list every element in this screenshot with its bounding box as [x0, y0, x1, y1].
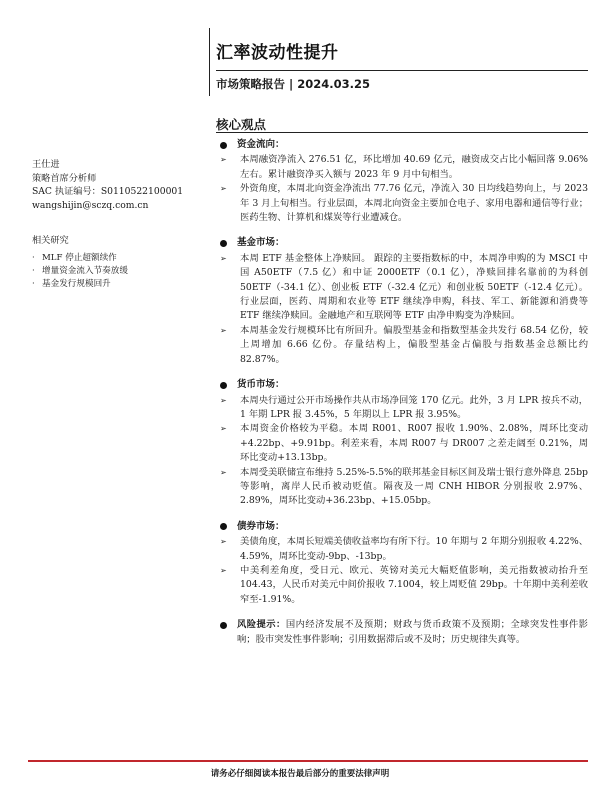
header-divider	[209, 28, 210, 96]
title-rule	[216, 70, 588, 71]
section-risk	[216, 618, 588, 647]
arrow-bullet-icon: ➢	[220, 155, 227, 165]
list-item-text: 本周资金价格较为平稳。本周 R001、R007 报收 1.90%、2.08%，周环比变动+4.22bp、+9.91bp。利差来看，本周 R007 与 DR007 之差走阔至 0.21%，周环比变动+13.13bp。	[240, 423, 588, 464]
report-subtitle: 市场策略报告 | 2024.03.25	[216, 77, 370, 91]
list-item	[216, 324, 588, 367]
risk-warning-text	[237, 618, 588, 647]
list-item	[216, 422, 588, 465]
list-item-text: 外资角度，本周北向资金净流出 77.76 亿元，净流入 30 日均线趋势向上，与 2023 年 3 月上旬相当。行业层面，本周北向资金主要加仓电子、家用电器和通信等行业；医药生物、计算机和煤炭等行业遭减仓。	[240, 183, 588, 224]
report-title: 汇率波动性提升	[216, 43, 339, 63]
section-heading-label: 资金流向：	[237, 139, 285, 150]
list-item	[216, 535, 588, 564]
list-item-text: 本周 ETF 基金整体上净赎回。 跟踪的主要指数标的中，本周净申购的为 MSCI 中国 A50ETF（7.5 亿）和中证 2000ETF（0.1 亿），净赎回排名靠前的为科创 50ETF（-34.1 亿）、创业板 ETF（-32.4 亿元）和创业板 50ETF（-12.4 亿元）。 行业层面，医药、周期和农业等 ETF 继续净申购，科技、军工、新能源和消费等 ETF 继续净赎回。金融地产和互联网等 ETF 由净申购变为净赎回。	[240, 252, 588, 322]
section-heading-label: 债券市场：	[237, 520, 285, 532]
section-money-market	[216, 378, 588, 509]
analyst-email[interactable]: wangshijin@sczq.com.cn	[32, 199, 149, 211]
section-heading	[216, 520, 588, 534]
section-heading	[216, 378, 588, 392]
section-heading-label: 货币市场：	[237, 379, 285, 391]
list-item	[216, 182, 588, 225]
section-heading	[216, 138, 588, 152]
arrow-bullet-icon: ➢	[220, 424, 227, 434]
section-fund-flow	[216, 138, 588, 225]
arrow-bullet-icon: ➢	[220, 537, 227, 547]
risk-body: 国内经济发展不及预期；财政与货币政策不及预期；全球突发性事件影响；股市突发性事件影响；引用数据滞后或不及时；历史规律失真等。	[237, 619, 588, 645]
arrow-bullet-icon: ➢	[220, 467, 227, 477]
arrow-bullet-icon: ➢	[220, 325, 227, 335]
section-bond-market	[216, 520, 588, 607]
bullet-dot-icon	[220, 240, 227, 247]
list-item-text: 本周融资净流入 276.51 亿，环比增加 40.69 亿元，融资成交占比小幅回落 9.06%左右。累计融资净买入额与 2023 年 9 月中旬相当。	[240, 154, 588, 180]
section-heading	[216, 236, 588, 250]
list-item	[216, 564, 588, 607]
arrow-bullet-icon: ➢	[220, 395, 227, 405]
analyst-name: 王仕进	[32, 159, 60, 170]
list-item-text: 中美利差角度，受日元、欧元、英镑对美元大幅贬值影响，美元指数被动抬升至 104.43，人民币对美元中间价报收 7.1004，较上周贬值 29bp。十年期中美利差收窄至-1.91%。	[240, 564, 588, 605]
list-item	[216, 252, 588, 324]
list-item	[216, 394, 588, 423]
analyst-sac: SAC 执证编号：S0110522100001	[32, 186, 184, 197]
list-item-text: 美债角度，本周长短端美债收益率均有所下行。10 年期与 2 年期分别报收 4.22%、4.59%，周环比变动-9bp、-13bp。	[240, 536, 588, 562]
related-research-list	[32, 252, 202, 291]
list-item	[216, 466, 588, 509]
related-research-item[interactable]: · 基金发行规模回升	[32, 278, 202, 291]
bullet-dot-icon	[220, 523, 227, 530]
list-item-text: 本周基金发行规模环比有所回升。偏股型基金和指数型基金共发行 68.54 亿份，较上周增加 6.66 亿份。存量结构上，偏股型基金占偏股与指数基金总额比约 82.87%。	[240, 324, 588, 365]
related-research-item[interactable]: · 增量资金流入节奏放缓	[32, 265, 202, 278]
related-research-title: 相关研究	[32, 235, 69, 246]
related-research-item[interactable]: · MLF 停止超额续作	[32, 252, 202, 265]
footer-disclaimer[interactable]: 请务必仔细阅读本报告最后部分的重要法律声明	[210, 769, 390, 779]
risk-label: 风险提示：	[237, 619, 286, 631]
arrow-bullet-icon: ➢	[220, 253, 227, 263]
footer-rule	[28, 760, 588, 762]
risk-warning	[216, 618, 588, 647]
list-item-text: 本周受美联储宣布维持 5.25%-5.5%的联邦基金目标区间及瑞士银行意外降息 25bp 等影响，离岸人民币被动贬值。隔夜及一周 CNH HIBOR 分别报收 2.97%、2.89%，周环比变动+36.23bp、+15.05bp。	[240, 466, 588, 507]
bullet-dot-icon	[220, 382, 227, 389]
core-views-rule	[216, 132, 588, 133]
core-views-heading: 核心观点	[216, 117, 267, 132]
section-fund-market	[216, 236, 588, 367]
bullet-dot-icon	[220, 142, 227, 149]
list-item-text: 本周央行通过公开市场操作共从市场净回笼 170 亿元。此外，3 月 LPR 按兵不动，1 年期 LPR 报 3.45%，5 年期以上 LPR 报 3.95%。	[240, 394, 588, 420]
core-views-body	[216, 138, 588, 658]
section-heading-label: 基金市场：	[237, 237, 285, 249]
bullet-dot-icon	[220, 622, 227, 629]
list-item	[216, 153, 588, 182]
analyst-role: 策略首席分析师	[32, 172, 97, 184]
arrow-bullet-icon: ➢	[220, 565, 227, 575]
analyst-panel	[32, 158, 202, 291]
arrow-bullet-icon: ➢	[220, 184, 227, 194]
